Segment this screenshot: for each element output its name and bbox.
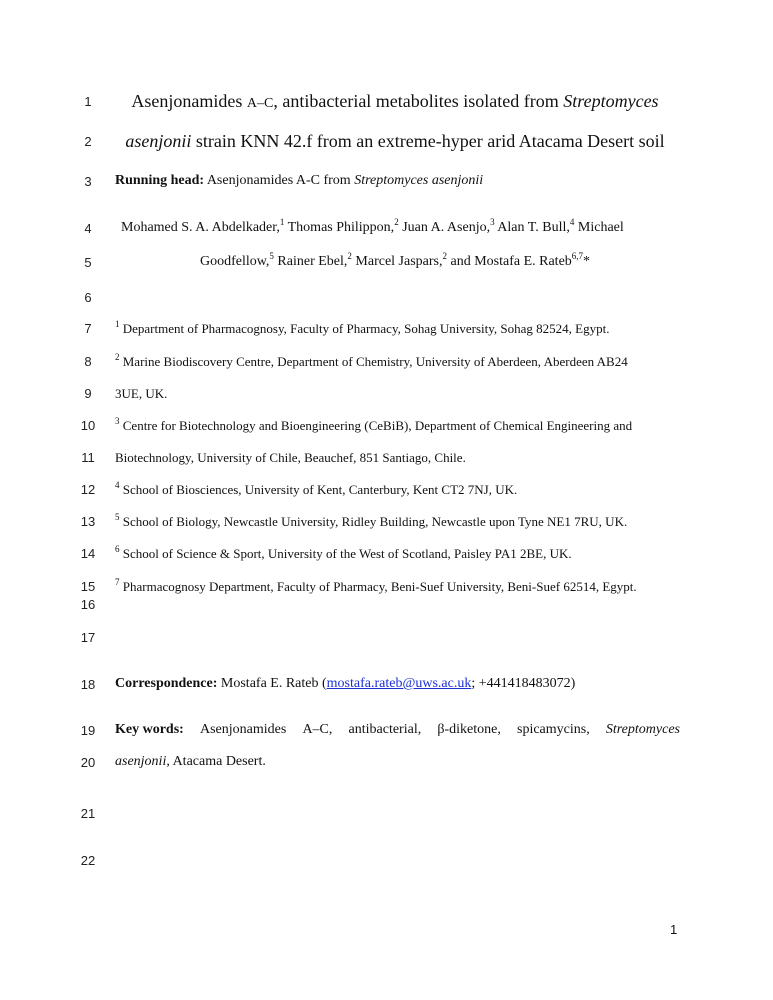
affil-number: 3	[115, 416, 120, 426]
correspondence-phone: ; +441418483072)	[471, 676, 576, 691]
author: and Mostafa E. Rateb	[446, 254, 572, 269]
line-number: 1	[84, 94, 92, 109]
affil-text: Pharmacognosy Department, Faculty of Pharmacy, Beni-Suef University, Beni-Suef 62514, Egypt.	[119, 579, 637, 594]
title-compounds: A–C	[246, 96, 274, 111]
keyword: asenjonii	[115, 754, 167, 769]
line-number: 16	[80, 597, 96, 612]
keywords-line-2	[115, 754, 266, 770]
line-number: 2	[84, 134, 92, 149]
correspondence	[115, 676, 575, 692]
line-number: 20	[80, 755, 96, 770]
title-text: Asenjonamides	[131, 91, 247, 111]
line-number: 4	[84, 221, 92, 236]
author-affil: 2	[394, 217, 399, 227]
line-number: 17	[80, 630, 96, 645]
title-text: strain KNN 42.f from an extreme-hyper arid Atacama Desert soil	[191, 131, 665, 151]
line-number: 19	[80, 723, 96, 738]
title-genus: Streptomyces	[563, 91, 659, 111]
keyword: , Atacama Desert.	[166, 754, 266, 769]
keyword: A–C,	[302, 722, 333, 737]
line-number: 22	[80, 853, 96, 868]
authors-line-1	[121, 217, 624, 236]
running-head	[115, 173, 483, 189]
corresponding-mark: *	[583, 254, 591, 269]
correspondence-name: Mostafa E. Rateb (	[217, 676, 327, 691]
running-head-italic: Streptomyces asenjonii	[354, 173, 484, 188]
affil-text: Centre for Biotechnology and Bioengineering (CeBiB), Department of Chemical Engineering and	[119, 418, 633, 433]
line-number: 6	[84, 290, 92, 305]
title-line-1	[115, 91, 675, 112]
keyword: antibacterial,	[348, 722, 422, 737]
keyword: Asenjonamides	[199, 722, 287, 737]
line-number: 15	[80, 579, 96, 594]
author: Marcel Jaspars,	[351, 254, 443, 269]
author-affil: 3	[490, 217, 495, 227]
author-affil: 2	[347, 251, 352, 261]
keyword: spicamycins,	[517, 722, 590, 737]
affil-number: 6	[115, 544, 120, 554]
affiliation-cont: 3UE, UK.	[115, 386, 168, 401]
affiliation-cont: Biotechnology, University of Chile, Beauchef, 851 Santiago, Chile.	[115, 450, 466, 465]
line-number: 3	[84, 174, 92, 189]
keywords-line-1	[115, 722, 680, 738]
line-number: 18	[80, 677, 96, 692]
affil-number: 7	[115, 577, 120, 587]
correspondence-label: Correspondence:	[115, 676, 218, 691]
affil-number: 1	[115, 319, 120, 329]
title-line-2	[115, 131, 675, 152]
affil-text: School of Biology, Newcastle University, Ridley Building, Newcastle upon Tyne NE1 7RU, UK.	[119, 514, 628, 529]
affil-text: Department of Pharmacognosy, Faculty of Pharmacy, Sohag University, Sohag 82524, Egypt.	[119, 321, 610, 336]
author: Mohamed S. A. Abdelkader,	[121, 220, 280, 235]
author-affil: 1	[279, 217, 285, 227]
page-number: 1	[670, 922, 678, 937]
affiliation	[115, 579, 637, 595]
affil-text: School of Science & Sport, University of the West of Scotland, Paisley PA1 2BE, UK.	[119, 546, 572, 561]
author: Rainer Ebel,	[273, 254, 348, 269]
line-number: 7	[84, 321, 92, 336]
affiliation	[115, 354, 628, 370]
line-number: 11	[81, 450, 95, 465]
line-number: 8	[84, 354, 92, 369]
line-number: 21	[80, 806, 96, 821]
author-affil: 5	[269, 251, 274, 261]
author-affil: 6,7	[571, 251, 584, 261]
affil-number: 5	[115, 512, 120, 522]
author: Michael	[574, 220, 624, 235]
affiliation	[115, 546, 572, 562]
author: Goodfellow,	[199, 254, 270, 269]
affiliation	[115, 418, 632, 434]
affiliation	[115, 482, 517, 498]
keyword: Streptomyces	[605, 722, 680, 737]
title-text: , antibacterial metabolites isolated from	[273, 91, 564, 111]
author: Juan A. Asenjo,	[398, 220, 491, 235]
affil-text: Marine Biodiscovery Centre, Department of Chemistry, University of Aberdeen, Aberdeen AB24	[119, 354, 628, 369]
keywords-label: Key words:	[115, 722, 184, 737]
authors-line-2	[115, 251, 675, 270]
running-head-label: Running head:	[115, 173, 205, 188]
author-affil: 2	[442, 251, 447, 261]
author: Thomas Philippon,	[284, 220, 395, 235]
email-link[interactable]: mostafa.rateb@uws.ac.uk	[326, 676, 472, 691]
affil-text: School of Biosciences, University of Kent, Canterbury, Kent CT2 7NJ, UK.	[119, 482, 518, 497]
line-number: 14	[80, 546, 96, 561]
line-number: 9	[84, 386, 92, 401]
title-species: asenjonii	[125, 131, 192, 151]
affil-number: 4	[115, 480, 120, 490]
affil-number: 2	[115, 352, 120, 362]
keyword: β-diketone,	[437, 722, 501, 737]
affiliation	[115, 514, 627, 530]
author: Alan T. Bull,	[494, 220, 570, 235]
line-number: 10	[80, 418, 96, 433]
line-number: 13	[80, 514, 96, 529]
running-head-text: Asenjonamides A-C from	[204, 173, 355, 188]
line-number: 12	[80, 482, 96, 497]
affiliation	[115, 321, 609, 337]
line-number: 5	[84, 255, 92, 270]
author-affil: 4	[569, 217, 575, 227]
